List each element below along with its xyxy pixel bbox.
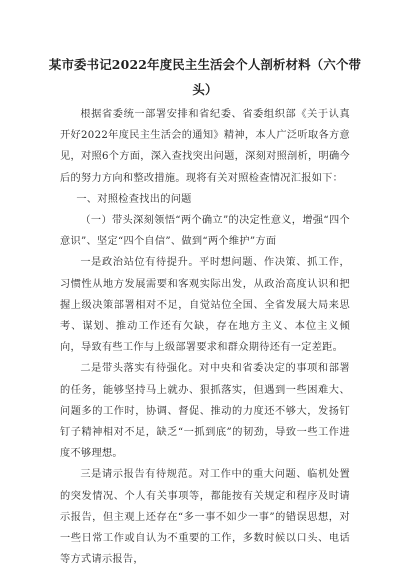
document-body [60, 104, 350, 570]
section-heading: 一、对照检查找出的问题 [76, 193, 192, 205]
body-paragraph: 二是带头落实有待强化。对中央和省委决定的事项和部署的任务，能够坚持马上就办、狠抓落实，但遇到一些困难大、问题多的工作时，协调、督促、推动的力度还不够大，发扬钉钉子精神相对不足，缺乏“一抓到底”的韧劲，导致一些工作进度不够理想。 [60, 363, 350, 460]
body-paragraph: 三是请示报告有待规范。对工作中的重大问题、临机处置的突发情况、个人有关事项等，都能按有关规定和程序及时请示报告，但主观上还存在“多一事不如少一事”的错误思想，对一些日常工作或自认为不重要的工作，多数时候以口头、电话等方式请示报告， [60, 469, 350, 566]
body-paragraph: 一是政治站位有待提升。平时想问题、作决策、抓工作，习惯性从地方发展需要和客观实际出发，从政治高度认识和把握上级决策部署相对不足，自觉站位全国、全省发展大局来思考、谋划、推动工作还有欠缺，存在地方主义、本位主义倾向，导致有些工作与上级部署要求和群众期待还有一定差距。 [60, 257, 350, 354]
intro-paragraph: 根据省委统一部署安排和省纪委、省委组织部《关于认真开好2022年度民主生活会的通知》精神，本人广泛听取各方意见，对照6个方面，深入查找突出问题，深刻对照剖析，明确今后的努力方向和整改措施。现将有关对照检查情况汇报如下： [60, 109, 350, 184]
subsection-heading: （一）带头深刻领悟“两个确立”的决定性意义，增强“四个意识”、坚定“四个自信”、做到“两个维护”方面 [60, 215, 350, 248]
document-title: 某市委书记2022年度民主生活会个人剖析材料（六个带头） [48, 57, 362, 97]
